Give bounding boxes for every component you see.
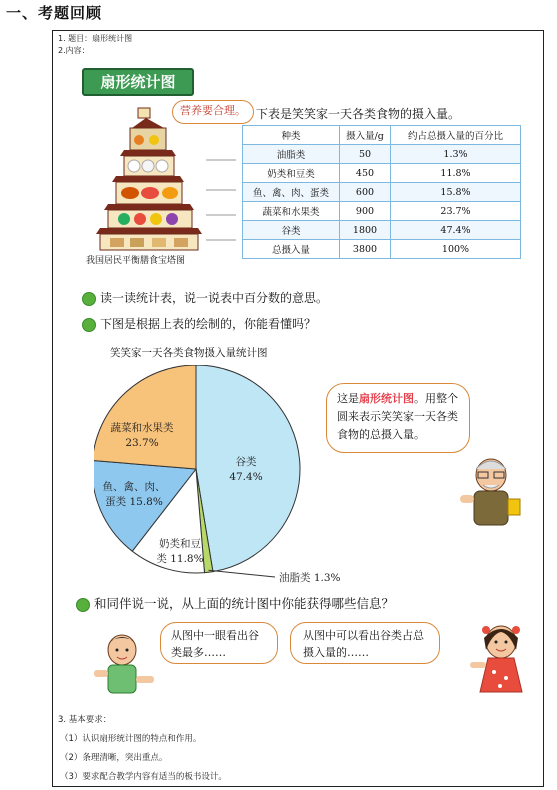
topic-line: 1. 题目：扇形统计图 <box>58 34 133 43</box>
teacher-text-highlight: 扇形统计图 <box>359 392 414 405</box>
table-row <box>243 240 521 259</box>
slice-label: 蔬菜和水果类 <box>110 422 174 434</box>
table-cell: 100% <box>391 240 521 259</box>
pagoda-caption: 我国居民平衡膳食宝塔图 <box>86 256 186 266</box>
table-cell: 鱼、禽、肉、蛋类 <box>243 183 340 202</box>
green-bullet-icon <box>82 318 96 332</box>
textbook-banner: 扇形统计图 <box>82 68 194 96</box>
green-bullet-icon <box>76 598 90 612</box>
table-header: 约占总摄入量的百分比 <box>391 126 521 145</box>
tip-bubble: 营养要合理。 <box>172 100 254 124</box>
table-cell: 11.8% <box>391 164 521 183</box>
table-cell: 奶类和豆类 <box>243 164 340 183</box>
question-1 <box>82 289 328 306</box>
table-row <box>243 202 521 221</box>
teacher-speech-bubble <box>326 383 470 453</box>
teacher-figure-icon <box>456 455 526 530</box>
question-2 <box>82 315 316 332</box>
table-cell: 900 <box>340 202 391 221</box>
table-cell: 47.4% <box>391 221 521 240</box>
table-cell: 谷类 <box>243 221 340 240</box>
slice-label: 油脂类 1.3% <box>279 572 341 584</box>
table-cell: 3800 <box>340 240 391 259</box>
table-cell: 600 <box>340 183 391 202</box>
boy-figure-icon <box>92 632 162 700</box>
question-1-text: 读一读统计表，说一说表中百分数的意思。 <box>100 291 329 305</box>
green-bullet-icon <box>82 292 96 306</box>
question-2-text: 下图是根据上表的绘制的，你能看懂吗？ <box>100 317 317 331</box>
table-cell: 15.8% <box>391 183 521 202</box>
table-cell: 450 <box>340 164 391 183</box>
leader-line <box>208 570 275 577</box>
table-row <box>243 145 521 164</box>
section-heading: 一、考题回顾 <box>6 4 103 22</box>
slice-value-label: 蛋类 15.8% <box>105 496 163 508</box>
teacher-text-post: 。用整个圆来表示笑笑家一天各类食物的总摄入量。 <box>337 392 458 441</box>
table-header: 摄入量/g <box>340 126 391 145</box>
food-pagoda-illustration <box>86 100 242 252</box>
table-row <box>243 164 521 183</box>
chart-title: 笑笑家一天各类食物摄入量统计图 <box>110 347 268 359</box>
requirement-item: （1）认识扇形统计图的特点和作用。 <box>60 734 202 744</box>
girl-speech-bubble: 从图中可以看出谷类占总摄入量的…… <box>290 622 440 664</box>
slice-label: 鱼、禽、肉、 <box>102 481 166 493</box>
table-header: 种类 <box>243 126 340 145</box>
table-cell: 1.3% <box>391 145 521 164</box>
table-cell: 蔬菜和水果类 <box>243 202 340 221</box>
table-row <box>243 183 521 202</box>
slice-value-label: 类 11.8% <box>156 553 204 565</box>
table-header-row <box>243 126 521 145</box>
slice-label: 谷类 <box>235 456 257 468</box>
slice-value-label: 47.4% <box>229 471 263 483</box>
table-cell: 总摄入量 <box>243 240 340 259</box>
requirements-label: 3. 基本要求： <box>58 715 112 725</box>
table-cell: 油脂类 <box>243 145 340 164</box>
pagoda-roof-icon <box>132 108 164 128</box>
requirement-item: （3）要求配合教学内容有适当的板书设计。 <box>60 772 227 782</box>
question-3-text: 和同伴说一说，从上面的统计图中你能获得哪些信息？ <box>94 596 395 611</box>
table-row <box>243 221 521 240</box>
slice-label: 奶类和豆 <box>159 538 201 550</box>
table-title: 下表是笑笑家一天各类食物的摄入量。 <box>256 107 461 121</box>
table-cell: 1800 <box>340 221 391 240</box>
question-3 <box>76 594 394 612</box>
table-cell: 23.7% <box>391 202 521 221</box>
slice-value-label: 23.7% <box>125 437 159 449</box>
pie-slice <box>196 365 300 572</box>
requirement-item: （2）条理清晰，突出重点。 <box>60 753 168 763</box>
table-cell: 50 <box>340 145 391 164</box>
girl-figure-icon <box>466 620 536 702</box>
pie-slice <box>94 365 196 469</box>
teacher-text-pre: 这是 <box>337 392 359 405</box>
boy-speech-bubble: 从图中一眼看出谷类最多…… <box>160 622 278 664</box>
food-intake-table <box>242 125 521 259</box>
content-label: 2.内容： <box>58 46 90 55</box>
